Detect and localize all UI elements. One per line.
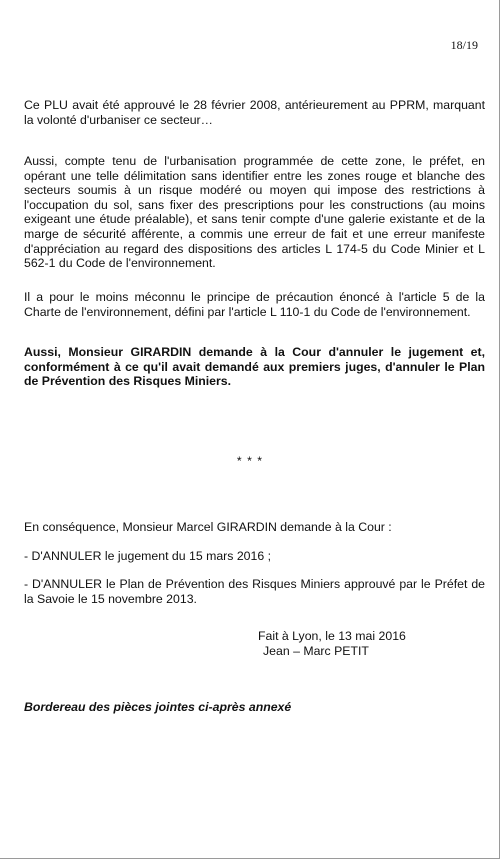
conclusion-intro: En conséquence, Monsieur Marcel GIRARDIN demande à la Cour : xyxy=(24,520,392,534)
conclusion-item-pprm: - D'ANNULER le Plan de Prévention des Risques Miniers approuvé par le Préfet de la Savoie le 15 novembre 2013. xyxy=(24,577,485,606)
section-separator: * * * xyxy=(236,454,264,468)
paragraph-request-annulment: Aussi, Monsieur GIRARDIN demande à la Cour d'annuler le jugement et, conformément à ce qu'il avait demandé aux premiers juges, d'annuler le Plan de Prévention des Risques Miniers. xyxy=(24,345,485,389)
page-number: 18/19 xyxy=(450,38,478,52)
signature-place-date: Fait à Lyon, le 13 mai 2016 xyxy=(258,629,406,643)
signature-name: Jean – Marc PETIT xyxy=(263,643,369,658)
conclusion-item-judgment: - D'ANNULER le jugement du 15 mars 2016 ; xyxy=(24,549,272,563)
paragraph-plu-approval: Ce PLU avait été approuvé le 28 février 2008, antérieurement au PPRM, marquant la volonté d'urbaniser ce secteur… xyxy=(24,98,485,127)
paragraph-prefect-error: Aussi, compte tenu de l'urbanisation programmée de cette zone, le préfet, en opérant une telle délimitation sans identifier entre les zones rouge et blanche des secteurs soumis à un risque modéré ou moyen qui impose des restrictions à l'occupation du sol, sans fixer des prescriptions pour les constructions (au moins exigeant une étude préalable), et sans tenir compte d'une galerie existante et de la marge de sécurité afférente, a commis une erreur de fait et une erreur manifeste d'appréciation au regard des dispositions des articles L 174-5 du Code Minier et L 562-1 du Code de l'environnement. xyxy=(24,154,485,271)
annex-heading: Bordereau des pièces jointes ci-après annexé xyxy=(24,700,292,714)
paragraph-precaution-principle: Il a pour le moins méconnu le principe de précaution énoncé à l'article 5 de la Charte de l'environnement, défini par l'article L 110-1 du Code de l'environnement. xyxy=(24,290,485,319)
signature-block xyxy=(258,629,406,658)
